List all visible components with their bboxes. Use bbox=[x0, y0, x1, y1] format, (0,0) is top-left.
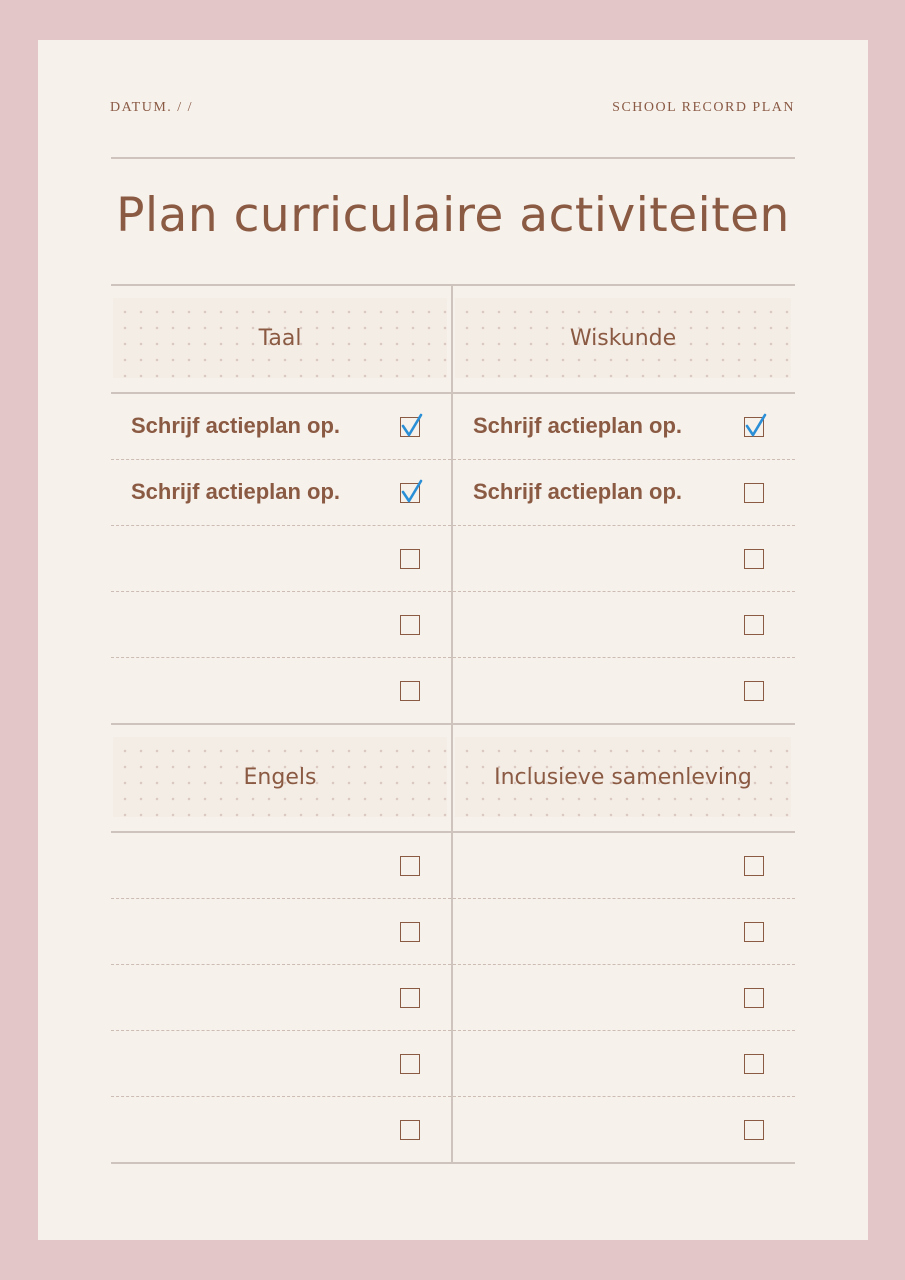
header-divider bbox=[111, 157, 795, 159]
column-divider bbox=[451, 284, 453, 1163]
page-title: Plan curriculaire activiteiten bbox=[116, 188, 790, 243]
page-sheet bbox=[38, 40, 868, 1240]
date-label: DATUM. / / bbox=[110, 100, 194, 115]
task-row bbox=[111, 965, 451, 1031]
checkbox-unchecked[interactable] bbox=[744, 1120, 764, 1140]
task-row bbox=[111, 460, 451, 526]
task-row bbox=[453, 394, 795, 460]
checkbox-unchecked[interactable] bbox=[744, 681, 764, 701]
task-row bbox=[111, 899, 451, 965]
checkbox-unchecked[interactable] bbox=[400, 1054, 420, 1074]
checkbox-unchecked[interactable] bbox=[744, 549, 764, 569]
checkbox-unchecked[interactable] bbox=[400, 1120, 420, 1140]
column-heading: Inclusieve samenleving bbox=[455, 737, 791, 817]
checkbox-checked[interactable] bbox=[400, 483, 420, 503]
grid-bottom-rule bbox=[111, 1162, 795, 1164]
checkbox-unchecked[interactable] bbox=[400, 549, 420, 569]
checkbox-checked[interactable] bbox=[400, 417, 420, 437]
document-type-label: SCHOOL RECORD PLAN bbox=[612, 100, 795, 115]
task-row bbox=[453, 460, 795, 526]
checkbox-unchecked[interactable] bbox=[744, 856, 764, 876]
checkmark-icon bbox=[399, 478, 425, 506]
task-row bbox=[453, 833, 795, 899]
task-row bbox=[111, 658, 451, 724]
section-top-rule bbox=[111, 284, 795, 286]
task-text[interactable]: Schrijf actieplan op. bbox=[131, 413, 341, 438]
task-text[interactable]: Schrijf actieplan op. bbox=[473, 413, 683, 438]
task-row bbox=[453, 526, 795, 592]
checkmark-icon bbox=[399, 412, 425, 440]
checkbox-checked[interactable] bbox=[744, 417, 764, 437]
column-heading: Wiskunde bbox=[455, 298, 791, 378]
checkbox-unchecked[interactable] bbox=[400, 681, 420, 701]
task-row bbox=[453, 965, 795, 1031]
task-row bbox=[111, 526, 451, 592]
task-text[interactable]: Schrijf actieplan op. bbox=[473, 479, 683, 504]
task-row bbox=[111, 833, 451, 899]
task-row bbox=[453, 1031, 795, 1097]
column-heading: Taal bbox=[113, 298, 447, 378]
checkbox-unchecked[interactable] bbox=[400, 856, 420, 876]
checkbox-unchecked[interactable] bbox=[744, 615, 764, 635]
task-row bbox=[111, 1097, 451, 1163]
task-row bbox=[111, 1031, 451, 1097]
checkbox-unchecked[interactable] bbox=[744, 988, 764, 1008]
section-top-rule bbox=[111, 723, 795, 725]
checkbox-unchecked[interactable] bbox=[400, 988, 420, 1008]
checkbox-unchecked[interactable] bbox=[400, 922, 420, 942]
task-row bbox=[453, 658, 795, 724]
checkbox-unchecked[interactable] bbox=[744, 483, 764, 503]
column-heading: Engels bbox=[113, 737, 447, 817]
checkbox-unchecked[interactable] bbox=[744, 1054, 764, 1074]
task-text[interactable]: Schrijf actieplan op. bbox=[131, 479, 341, 504]
checkbox-unchecked[interactable] bbox=[400, 615, 420, 635]
task-row bbox=[453, 899, 795, 965]
task-row bbox=[453, 1097, 795, 1163]
task-row bbox=[111, 394, 451, 460]
task-row bbox=[111, 592, 451, 658]
checkbox-unchecked[interactable] bbox=[744, 922, 764, 942]
checkmark-icon bbox=[743, 412, 769, 440]
task-row bbox=[453, 592, 795, 658]
